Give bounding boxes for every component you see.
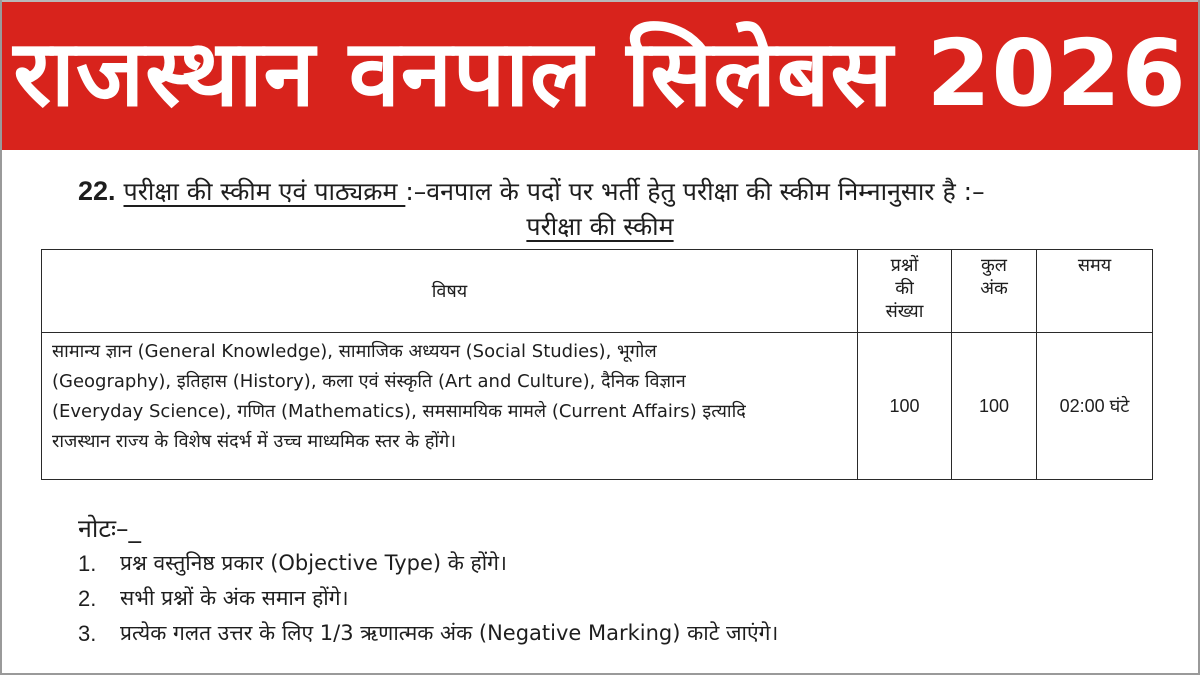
time-cell: 02:00 घंटे — [1037, 333, 1153, 480]
subheading-text: परीक्षा की स्कीम — [526, 212, 674, 241]
header-questions-line: प्रश्नों — [890, 255, 919, 276]
subject-cell — [42, 333, 858, 480]
header-questions — [858, 250, 952, 333]
header-marks — [952, 250, 1037, 333]
note-item — [78, 546, 778, 581]
header-time: समय — [1037, 250, 1153, 333]
note-item — [78, 581, 778, 616]
header-subject: विषय — [42, 250, 858, 333]
scheme-subheading — [0, 210, 1200, 244]
notes-section — [78, 512, 778, 651]
note-item — [78, 616, 778, 651]
page-title: राजस्थान वनपाल सिलेबस 2026 — [13, 20, 1187, 127]
note-number: 1. — [78, 551, 97, 576]
section-label: परीक्षा की स्कीम एवं पाठ्यक्रम — [123, 177, 406, 206]
table-header-row — [42, 250, 1153, 333]
subject-line: सामान्य ज्ञान (General Knowledge), सामाजिक अध्ययन (Social Studies), भूगोल — [52, 341, 657, 362]
exam-scheme-table — [41, 249, 1153, 480]
section-heading — [78, 174, 1158, 209]
note-text: प्रश्न वस्तुनिष्ठ प्रकार (Objective Type) के होंगे। — [120, 551, 507, 575]
header-marks-line: कुल — [980, 255, 1008, 276]
note-number: 2. — [78, 586, 97, 611]
questions-cell: 100 — [858, 333, 952, 480]
marks-cell: 100 — [952, 333, 1037, 480]
title-banner — [0, 0, 1200, 150]
subject-line: (Everyday Science), गणित (Mathematics), समसामयिक मामले (Current Affairs) इत्यादि — [52, 401, 746, 422]
table-row — [42, 333, 1153, 480]
note-number: 3. — [78, 621, 97, 646]
note-text: प्रत्येक गलत उत्तर के लिए 1/3 ऋणात्मक अंक (Negative Marking) काटे जाएंगे। — [120, 621, 779, 645]
header-questions-line: संख्या — [885, 301, 924, 322]
header-marks-line: अंक — [980, 278, 1008, 299]
subject-line: राजस्थान राज्य के विशेष संदर्भ में उच्च माध्यमिक स्तर के होंगे। — [52, 431, 457, 452]
header-questions-line: की — [895, 278, 914, 299]
section-text: :–वनपाल के पदों पर भर्ती हेतु परीक्षा की स्कीम निम्नानुसार है :– — [405, 177, 985, 206]
note-text: सभी प्रश्नों के अंक समान होंगे। — [120, 586, 349, 610]
notes-title: नोटः–_ — [78, 514, 142, 543]
section-number: 22. — [78, 176, 116, 206]
subject-line: (Geography), इतिहास (History), कला एवं संस्कृति (Art and Culture), दैनिक विज्ञान — [52, 371, 686, 392]
